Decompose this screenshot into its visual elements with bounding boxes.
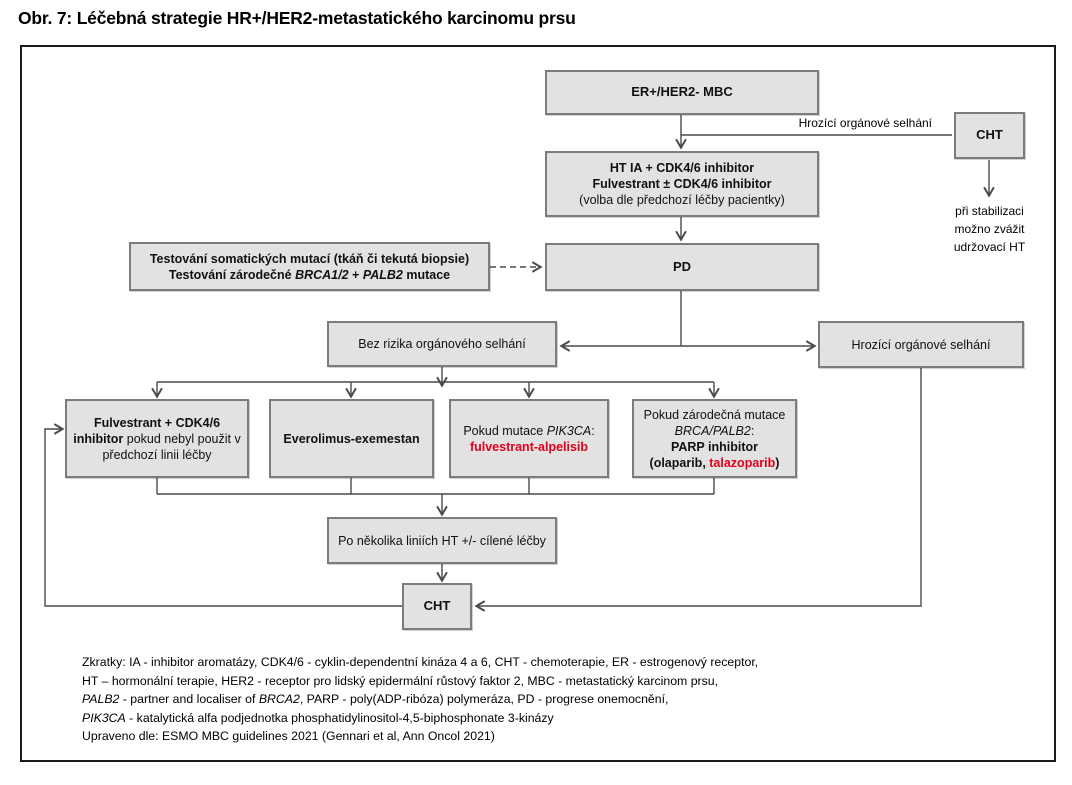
- node-cht-bottom: CHT: [402, 583, 472, 630]
- node-everolimus: Everolimus-exemestan: [269, 399, 434, 478]
- node-testing-line2: Testování zárodečné BRCA1/2 + PALB2 mutace: [168, 267, 451, 282]
- figure-title: Obr. 7: Léčebná strategie HR+/HER2-metastatického karcinomu prsu: [18, 8, 576, 28]
- node-hrozici-selhani: Hrozící orgánové selhání: [818, 321, 1024, 368]
- abbreviations-line5: Upraveno dle: ESMO MBC guidelines 2021 (Gennari et al, Ann Oncol 2021): [82, 729, 495, 743]
- abbreviations-line4: PIK3CA - katalytická alfa podjednotka phosphatidylinositol-4,5-biphosphonate 3-kinázy: [82, 710, 554, 725]
- abbreviations: [82, 653, 758, 746]
- node-testing: [129, 242, 490, 291]
- abbreviations-line2: HT – hormonální terapie, HER2 - receptor pro lidský epidermální růstový faktor 2, MBC - metastatický karcinom prsu,: [82, 673, 719, 688]
- node-ht-cdk: [545, 151, 819, 217]
- node-pd: PD: [545, 243, 819, 291]
- diagram-frame: [20, 45, 1056, 762]
- node-er-her2-mbc: ER+/HER2- MBC: [545, 70, 819, 115]
- edge-label-hrozici: Hrozící orgánové selhání: [798, 116, 932, 130]
- node-ht-cdk-line1: HT IA + CDK4/6 inhibitor: [609, 161, 755, 175]
- stabilization-note: při stabilizaci možno zvážit udržovací HT: [953, 204, 1026, 254]
- abbreviations-line3: PALB2 - partner and localiser of BRCA2, PARP - poly(ADP-ribóza) polymeráza, PD - progrese onemocnění,: [82, 692, 669, 706]
- node-ht-cdk-line3: (volba dle předchozí léčby pacientky): [579, 193, 785, 207]
- node-bez-rizika: Bez rizika orgánového selhání: [327, 321, 557, 367]
- node-ht-cdk-line2: Fulvestrant ± CDK4/6 inhibitor: [592, 177, 772, 191]
- node-parp: Pokud zárodečná mutace BRCA/PALB2: PARP inhibitor (olaparib, talazoparib): [632, 399, 797, 478]
- node-cht-top: CHT: [954, 112, 1025, 159]
- node-testing-line1: Testování somatických mutací (tkáň či tekutá biopsie): [149, 251, 470, 266]
- node-pik3ca: Pokud mutace PIK3CA: fulvestrant-alpelisib: [449, 399, 609, 478]
- node-fulvestrant-cdk: Fulvestrant + CDK4/6 inhibitor pokud nebyl použit v předchozí linii léčby: [65, 399, 249, 478]
- node-po-liniich: Po několika liniích HT +/- cílené léčby: [327, 517, 557, 564]
- abbreviations-line1: Zkratky: IA - inhibitor aromatázy, CDK4/6 - cyklin-dependentní kináza 4 a 6, CHT - chemoterapie, ER - estrogenový receptor,: [82, 655, 759, 669]
